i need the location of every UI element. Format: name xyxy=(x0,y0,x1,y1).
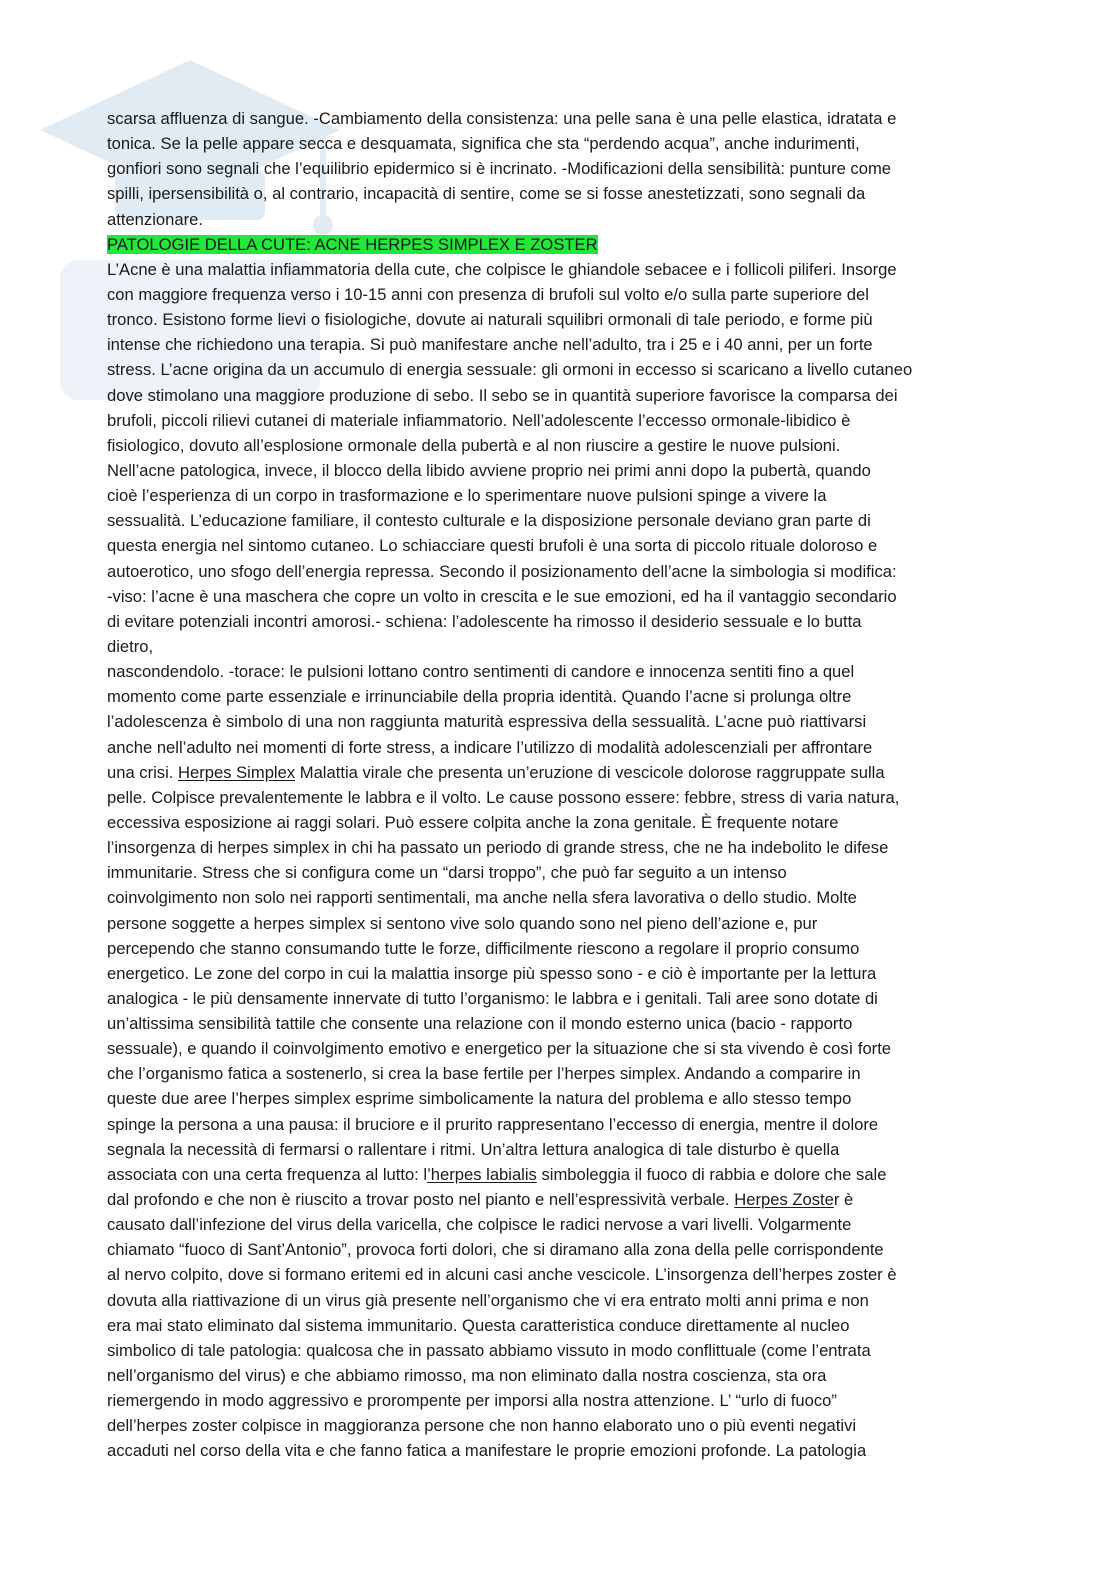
text-segment: L’Acne è una malattia infiammatoria della cute, che colpisce le ghiandole sebacee e i follicoli piliferi. Insorge xyxy=(107,259,897,279)
text-line xyxy=(107,533,1012,558)
text-segment: una crisi. xyxy=(107,762,179,782)
section-heading: PATOLOGIE DELLA CUTE: ACNE HERPES SIMPLEX E ZOSTER xyxy=(107,234,598,254)
text-line xyxy=(107,735,1012,760)
text-line xyxy=(107,860,1012,885)
text-segment: fisiologico, dovuto all’esplosione ormonale della pubertà e al non riuscire a gestire le nuove pulsioni. xyxy=(107,435,841,455)
text-line xyxy=(107,961,1012,986)
text-segment: l’insorgenza di herpes simplex in chi ha passato un periodo di grande stress, che ne ha indebolito le difese xyxy=(107,838,889,858)
text-line xyxy=(107,458,1012,483)
text-segment: queste due aree l’herpes simplex esprime simbolicamente la natura del problema e allo stesso tempo xyxy=(107,1089,852,1109)
text-line xyxy=(107,885,1012,910)
text-line xyxy=(107,1137,1012,1162)
text-segment: coinvolgimento non solo nei rapporti sentimentali, ma anche nella sfera lavorativa o dello studio. Molte xyxy=(107,888,857,908)
underlined-term: Herpes Simplex xyxy=(178,762,296,782)
text-segment: eccessiva esposizione ai raggi solari. Può essere colpita anche la zona genitale. È frequente notare xyxy=(107,812,839,832)
text-segment: tronco. Esistono forme lievi o fisiologiche, dovute ai naturali squilibri ormonali di tale periodo, e forme più xyxy=(107,310,873,330)
text-line xyxy=(107,282,1012,307)
underlined-term: ’herpes labialis xyxy=(427,1164,537,1184)
text-segment: attenzionare. xyxy=(107,209,203,229)
text-line xyxy=(107,634,1012,659)
text-segment: cioè l’esperienza di un corpo in trasformazione e lo sperimentare nuove pulsioni spinge a vivere la xyxy=(107,486,827,506)
text-line xyxy=(107,986,1012,1011)
text-segment: associata con una certa frequenza al lutto: l xyxy=(107,1164,428,1184)
text-line xyxy=(107,1363,1012,1388)
text-line xyxy=(107,1061,1012,1086)
text-line xyxy=(107,936,1012,961)
text-segment: chiamato “fuoco di Sant’Antonio”, provoca forti dolori, che si diramano alla zona della pelle corrispondente xyxy=(107,1240,884,1260)
text-segment: r è xyxy=(833,1190,854,1210)
text-segment: brufoli, piccoli rilievi cutanei di materiale infiammatorio. Nell’adolescente l’eccesso ormonale-libidico è xyxy=(107,410,851,430)
text-segment: energetico. Le zone del corpo in cui la malattia insorge più spesso sono - e ciò è importante per la lettura xyxy=(107,963,877,983)
text-line xyxy=(107,383,1012,408)
text-segment: gonfiori sono segnali che l’equilibrio epidermico si è incrinato. -Modificazioni della sensibilità: punture come xyxy=(107,159,892,179)
text-segment: dal profondo e che non è riuscito a trovar posto nel pianto e nell’espressività verbale. xyxy=(107,1190,735,1210)
text-segment: causato dall’infezione del virus della varicella, che colpisce le radici nervose a vari livelli. Volgarmente xyxy=(107,1215,852,1235)
text-line xyxy=(107,1237,1012,1262)
text-segment: intense che richiedono una terapia. Si può manifestare anche nell’adulto, tra i 25 e i 40 anni, per un forte xyxy=(107,335,873,355)
text-line xyxy=(107,156,1012,181)
text-line xyxy=(107,1011,1012,1036)
text-line xyxy=(107,1438,1012,1463)
text-segment: dell’herpes zoster colpisce in maggioranza persone che non hanno elaborato uno o più eventi negativi xyxy=(107,1416,857,1436)
text-segment: segnala la necessità di fermarsi o rallentare i ritmi. Un’altra lettura analogica di tale disturbo è quella xyxy=(107,1139,840,1159)
text-line xyxy=(107,584,1012,609)
text-line xyxy=(107,207,1012,232)
text-line xyxy=(107,1112,1012,1137)
underlined-term: Herpes Zoste xyxy=(734,1190,834,1210)
text-segment: percependo che stanno consumando tutte le forze, difficilmente riescono a regolare il proprio consumo xyxy=(107,938,860,958)
text-segment: -viso: l’acne è una maschera che copre un volto in crescita e le sue emozioni, ed ha il vantaggio secondario xyxy=(107,586,897,606)
text-segment: dovuta alla riattivazione di un virus già presente nell’organismo che vi era entrato molti anni prima e non xyxy=(107,1290,869,1310)
text-line xyxy=(107,559,1012,584)
text-segment: sessuale), e quando il coinvolgimento emotivo e energetico per la situazione che si sta vivendo è così forte xyxy=(107,1039,892,1059)
text-line xyxy=(107,357,1012,382)
text-segment: questa energia nel sintomo cutaneo. Lo schiacciare questi brufoli è una sorta di piccolo rituale doloroso e xyxy=(107,536,878,556)
text-segment: stress. L’acne origina da un accumulo di energia sessuale: gli ormoni in eccesso si scaricano a livello cutaneo xyxy=(107,360,913,380)
text-segment: scarsa affluenza di sangue. -Cambiamento della consistenza: una pelle sana è una pelle elastica, idratata e xyxy=(107,109,897,128)
text-segment: riemergendo in modo aggressivo e prorompente per imporsi alla nostra attenzione. L’ “urlo di fuoco” xyxy=(107,1391,837,1411)
text-line xyxy=(107,1288,1012,1313)
text-segment: al nervo colpito, dove si formano eritemi ed in alcuni casi anche vescicole. L’insorgenza dell’herpes zoster è xyxy=(107,1265,897,1285)
text-line xyxy=(107,508,1012,533)
text-segment: Nell’acne patologica, invece, il blocco della libido avviene proprio nei primi anni dopo la pubertà, quando xyxy=(107,460,871,480)
text-line xyxy=(107,835,1012,860)
text-segment: dietro, xyxy=(107,636,154,656)
text-segment: immunitarie. Stress che si configura come un “darsi troppo”, che può far seguito a un intenso xyxy=(107,863,787,883)
text-line xyxy=(107,1388,1012,1413)
text-segment: con maggiore frequenza verso i 10-15 anni con presenza di brufoli sul volto e/o sulla parte superiore del xyxy=(107,284,869,304)
text-line xyxy=(107,1262,1012,1287)
text-line xyxy=(107,181,1012,206)
text-segment: tonica. Se la pelle appare secca e desquamata, significa che sta “perdendo acqua”, anche indurimenti, xyxy=(107,134,860,154)
text-segment: sessualità. L’educazione familiare, il contesto culturale e la disposizione personale deviano gran parte di xyxy=(107,511,871,531)
text-segment: accaduti nel corso della vita e che fanno fatica a manifestare le proprie emozioni profonde. La patologia xyxy=(107,1441,867,1461)
text-line xyxy=(107,659,1012,684)
text-line xyxy=(107,1036,1012,1061)
text-segment: nell’organismo del virus) e che abbiamo rimosso, ma non eliminato dalla nostra coscienza, sta ora xyxy=(107,1366,827,1386)
document-body-text xyxy=(107,106,1012,1464)
text-line xyxy=(107,433,1012,458)
text-line xyxy=(107,1162,1012,1187)
text-segment: nascondendolo. -torace: le pulsioni lottano contro sentimenti di candore e innocenza sentiti fino a quel xyxy=(107,662,855,682)
text-line xyxy=(107,785,1012,810)
text-segment: spilli, ipersensibilità o, al contrario, incapacità di sentire, come se si fosse anestetizzati, sono segnali da xyxy=(107,184,866,204)
text-line xyxy=(107,609,1012,634)
text-segment: era mai stato eliminato dal sistema immunitario. Questa caratteristica conduce direttamente al nucleo xyxy=(107,1315,850,1335)
text-segment: simboleggia il fuoco di rabbia e dolore che sale xyxy=(536,1164,887,1184)
text-line xyxy=(107,1413,1012,1438)
text-segment: analogica - le più densamente innervate di tutto l’organismo: le labbra e i genitali. Tali aree sono dotate di xyxy=(107,988,878,1008)
text-line xyxy=(107,257,1012,282)
text-line xyxy=(107,709,1012,734)
text-segment: di evitare potenziali incontri amorosi.- schiena: l’adolescente ha rimosso il desiderio sessuale e lo butta xyxy=(107,611,862,631)
text-line xyxy=(107,684,1012,709)
text-line xyxy=(107,483,1012,508)
text-segment: anche nell’adulto nei momenti di forte stress, a indicare l’utilizzo di modalità adolescenziali per affrontare xyxy=(107,737,873,757)
text-line xyxy=(107,307,1012,332)
text-segment: persone soggette a herpes simplex si sentono vive solo quando sono nel pieno dell’azione e, pur xyxy=(107,913,818,933)
text-segment: simbolico di tale patologia: qualcosa che in passato abbiamo vissuto in modo conflittuale (come l’entrata xyxy=(107,1340,871,1360)
text-line xyxy=(107,1338,1012,1363)
text-segment: pelle. Colpisce prevalentemente le labbra e il volto. Le cause possono essere: febbre, stress di varia natura, xyxy=(107,787,900,807)
text-line xyxy=(107,131,1012,156)
text-line xyxy=(107,760,1012,785)
text-line xyxy=(107,232,1012,257)
text-line xyxy=(107,106,1012,131)
text-line xyxy=(107,810,1012,835)
text-segment: autoerotico, uno sfogo dell’energia repressa. Secondo il posizionamento dell’acne la simbologia si modifica: xyxy=(107,561,897,581)
text-line xyxy=(107,911,1012,936)
text-segment: dove stimolano una maggiore produzione di sebo. Il sebo se in quantità superiore favorisce la comparsa dei xyxy=(107,385,898,405)
text-line xyxy=(107,1212,1012,1237)
text-line xyxy=(107,408,1012,433)
text-segment: Malattia virale che presenta un’eruzione di vescicole dolorose raggruppate sulla xyxy=(295,762,885,782)
text-segment: un’altissima sensibilità tattile che consente una relazione con il mondo esterno unica (bacio - rapporto xyxy=(107,1014,853,1034)
text-segment: che l’organismo fatica a sostenerlo, si crea la base fertile per l’herpes simplex. Andando a comparire in xyxy=(107,1064,861,1084)
text-line xyxy=(107,1187,1012,1212)
text-line xyxy=(107,1313,1012,1338)
text-segment: l’adolescenza è simbolo di una non raggiunta maturità espressiva della sessualità. L’acne può riattivarsi xyxy=(107,712,867,732)
text-line xyxy=(107,332,1012,357)
text-line xyxy=(107,1086,1012,1111)
text-segment: spinge la persona a una pausa: il bruciore e il prurito rappresentano l’eccesso di energia, mentre il dolore xyxy=(107,1114,879,1134)
text-segment: momento come parte essenziale e irrinunciabile della propria identità. Quando l’acne si prolunga oltre xyxy=(107,687,852,707)
